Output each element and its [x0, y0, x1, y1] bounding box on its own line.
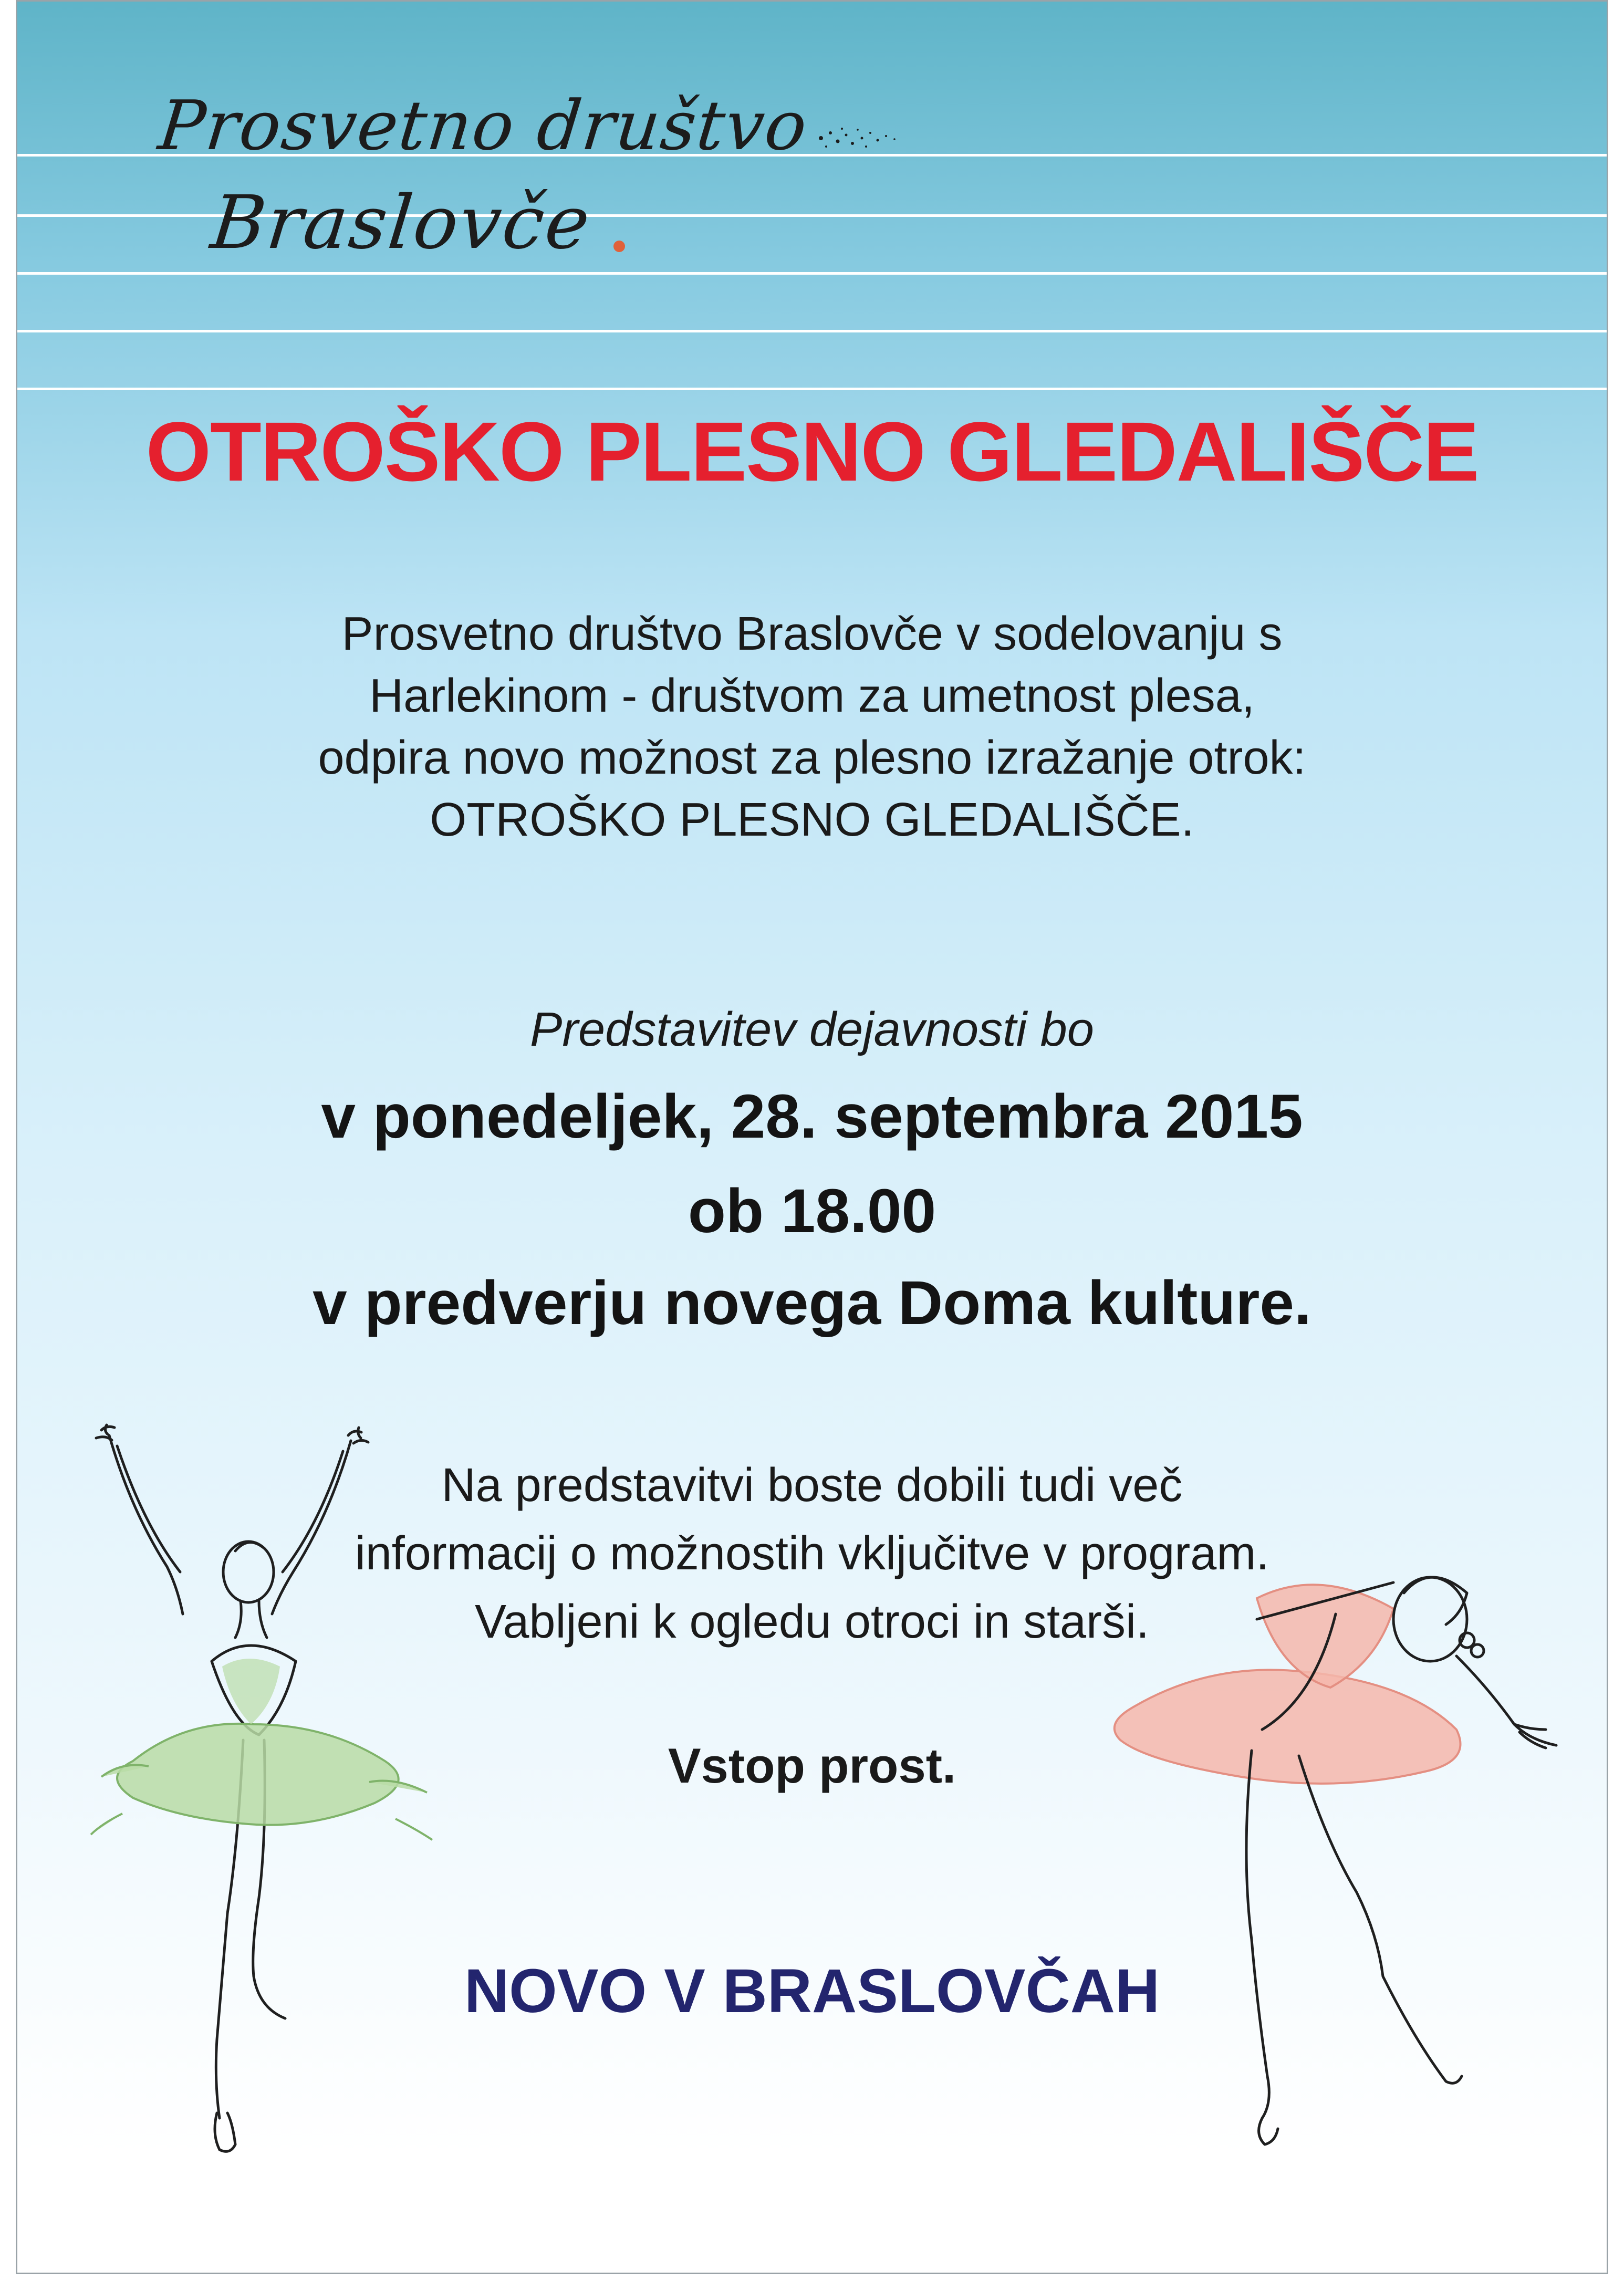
header-rule: [17, 272, 1607, 275]
poster: [16, 0, 1608, 2274]
event-time: ob 18.00: [688, 1176, 936, 1246]
logo-text-line-1: Prosvetno društvo: [155, 86, 812, 165]
event-location: v predverju novega Doma kulture.: [313, 1268, 1311, 1338]
info-line: Na predstavitvi boste dobili tudi več: [441, 1459, 1183, 1512]
ballerina-pink-tutu-illustration: [1110, 1551, 1583, 2150]
header-rule: [17, 388, 1607, 390]
event-date: v ponedeljek, 28. septembra 2015: [321, 1082, 1303, 1151]
logo-text-line-2: Braslovče: [207, 180, 596, 266]
info-line: informacij o možnostih vključitve v program.: [355, 1527, 1269, 1580]
intro-line: Prosvetno društvo Braslovče v sodelovanju s: [341, 608, 1283, 660]
info-line: Vabljeni k ogledu otroci in starši.: [475, 1596, 1149, 1648]
presentation-label: Predstavitev dejavnosti bo: [530, 1003, 1094, 1056]
intro-line: OTROŠKO PLESNO GLEDALIŠČE.: [430, 794, 1194, 846]
intro-line: odpira novo možnost za plesno izražanje otrok:: [318, 732, 1306, 784]
logo-specks-icon: [816, 117, 900, 159]
page-title: OTROŠKO PLESNO GLEDALIŠČE: [145, 404, 1479, 498]
header-rule: [17, 330, 1607, 332]
logo-dot: [613, 241, 625, 252]
free-entry-note: Vstop prost.: [668, 1738, 956, 1793]
intro-line: Harlekinom - društvom za umetnost plesa,: [369, 670, 1255, 722]
closing-tagline: NOVO V BRASLOVČAH: [464, 1956, 1160, 2026]
ballerina-green-tutu-illustration: [38, 1414, 469, 2165]
